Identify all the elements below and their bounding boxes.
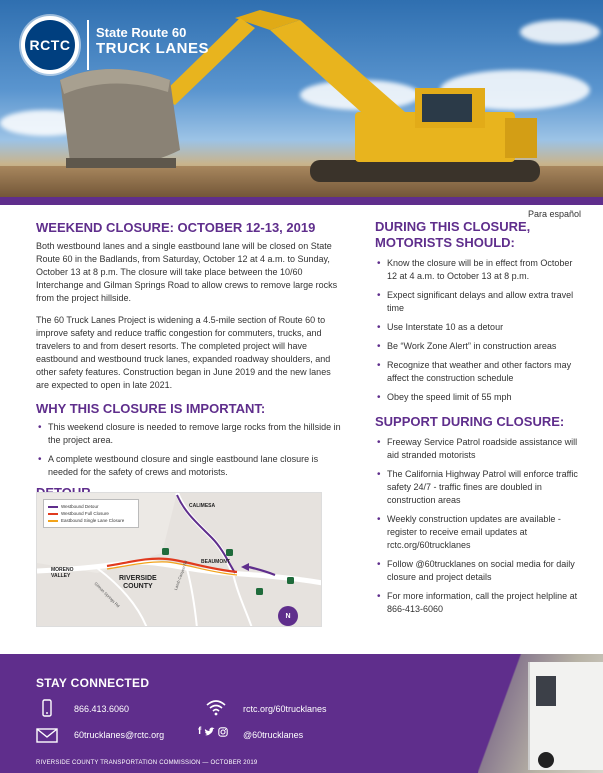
weekend-closure-heading: WEEKEND CLOSURE: OCTOBER 12-13, 2019	[36, 220, 316, 235]
detour-map	[36, 492, 322, 627]
motorists-list	[375, 257, 580, 404]
header-divider-bar	[0, 197, 603, 205]
truck-wheel	[538, 752, 554, 768]
list-item: • The California Highway Patrol will enforce traffic safety 24/7 - traffic fines are doubled in construction areas	[375, 468, 580, 507]
facebook-icon[interactable]: f	[198, 726, 202, 737]
legend-label: Westbound Full Closure	[61, 511, 109, 516]
motorists-heading-line2: MOTORISTS SHOULD:	[375, 235, 515, 250]
list-item: • Recognize that weather and other factors may affect the construction schedule	[375, 359, 580, 385]
wifi-icon	[205, 698, 227, 716]
logo-text: RCTC	[25, 20, 75, 70]
map-legend	[43, 499, 139, 528]
list-item: • Know the closure will be in effect from October 12 at 4 a.m. to October 13 at 8 p.m.	[375, 257, 580, 283]
map-label-beaumont: BEAUMONT	[201, 559, 230, 565]
right-column	[375, 219, 580, 622]
list-item: • For more information, call the project helpline at 866-413-6060	[375, 590, 580, 616]
social-icons	[198, 726, 228, 737]
footer-credit: RIVERSIDE COUNTY TRANSPORTATION COMMISSION — OCTOBER 2019	[36, 760, 258, 766]
list-item: • Weekly construction updates are available - register to receive email updates at rctc.org/60trucklanes	[375, 513, 580, 552]
project-title	[96, 25, 209, 57]
title-truck-lanes: TRUCK LANES	[96, 40, 209, 57]
list-item: • Follow @60trucklanes on social media for daily closure and project details	[375, 558, 580, 584]
list-item: • This weekend closure is needed to remove large rocks from the hillside in the project area.	[36, 421, 342, 447]
project-description-paragraph: The 60 Truck Lanes Project is widening a 4.5-mile section of Route 60 to improve safety and reduce traffic congestion for commuters, trucks, and travelers to and from desert resorts. The completed project will have eastbound and westbound truck lanes, expanded roadway shoulders, and other safety features. Construction began in June 2019 and the new lanes are expected to open in late 2021.	[36, 315, 331, 390]
list-item: • Obey the speed limit of 55 mph	[375, 391, 580, 404]
email-address[interactable]: 60trucklanes@rctc.org	[74, 730, 165, 740]
website-link[interactable]: rctc.org/60trucklanes	[243, 704, 327, 714]
weekend-closure-paragraph: Both westbound lanes and a single eastbound lane will be closed on State Route 60 in the Badlands, from Saturday, October 12 at 4 a.m. to Sunday, October 13 at 8 p.m. The closure will take place between the 10/60 Interchange and Gilman Springs Road to allow crews to remove large rocks from the project hillside.	[36, 241, 338, 303]
map-label-riverside: RIVERSIDE	[119, 575, 157, 582]
instagram-icon[interactable]	[218, 727, 228, 737]
motorists-heading-line1: DURING THIS CLOSURE,	[375, 219, 531, 234]
map-label-valley: VALLEY	[51, 573, 71, 579]
motorists-heading	[375, 219, 580, 251]
social-handle[interactable]: @60trucklanes	[243, 730, 304, 740]
support-heading: SUPPORT DURING CLOSURE:	[375, 414, 565, 429]
excavator-image	[0, 0, 603, 200]
list-item: • Freeway Service Patrol roadside assistance will aid stranded motorists	[375, 436, 580, 462]
stay-connected-heading: STAY CONNECTED	[36, 676, 150, 690]
map-label-gilman: Gilman Springs Rd	[93, 581, 121, 609]
legend-label: Eastbound Single Lane Closure	[61, 518, 125, 523]
north-label: N	[285, 612, 291, 620]
map-label-moreno-valley	[51, 567, 74, 579]
hero-banner	[0, 0, 603, 200]
legend-entry	[48, 510, 134, 517]
north-arrow-icon	[278, 606, 298, 626]
why-important-heading: WHY THIS CLOSURE IS IMPORTANT:	[36, 401, 266, 416]
phone-number[interactable]: 866.413.6060	[74, 704, 130, 714]
map-label-moreno: MORENO	[51, 567, 74, 573]
phone-icon	[38, 699, 56, 717]
truck-window	[536, 676, 556, 706]
spanish-link[interactable]: Para español	[528, 209, 582, 219]
legend-swatch	[48, 520, 58, 522]
legend-entry	[48, 517, 134, 524]
title-route: State Route 60	[96, 25, 187, 40]
legend-label: Westbound Detour	[61, 504, 99, 509]
logo-divider	[87, 20, 89, 70]
footer-stay-connected	[0, 654, 603, 773]
legend-entry	[48, 503, 134, 510]
why-important-list	[36, 421, 342, 479]
map-label-calimesa: CALIMESA	[189, 503, 216, 509]
twitter-icon[interactable]	[204, 727, 215, 737]
legend-swatch	[48, 506, 58, 508]
list-item: • Be “Work Zone Alert” in construction areas	[375, 340, 580, 353]
rctc-logo	[17, 12, 85, 80]
list-item: • Use Interstate 10 as a detour	[375, 321, 580, 334]
list-item: • Expect significant delays and allow extra travel time	[375, 289, 580, 315]
map-label-county: COUNTY	[123, 583, 153, 590]
left-column	[36, 220, 342, 501]
map-label-lamb-canyon: Lamb Canyon Rd	[173, 559, 189, 591]
truck-image	[528, 662, 603, 770]
legend-swatch	[48, 513, 58, 515]
support-list	[375, 436, 580, 616]
list-item: • A complete westbound closure and single eastbound lane closure is needed for the safety of crews and motorists.	[36, 453, 342, 479]
email-icon	[36, 726, 58, 744]
map-label-riverside-county	[119, 575, 157, 591]
